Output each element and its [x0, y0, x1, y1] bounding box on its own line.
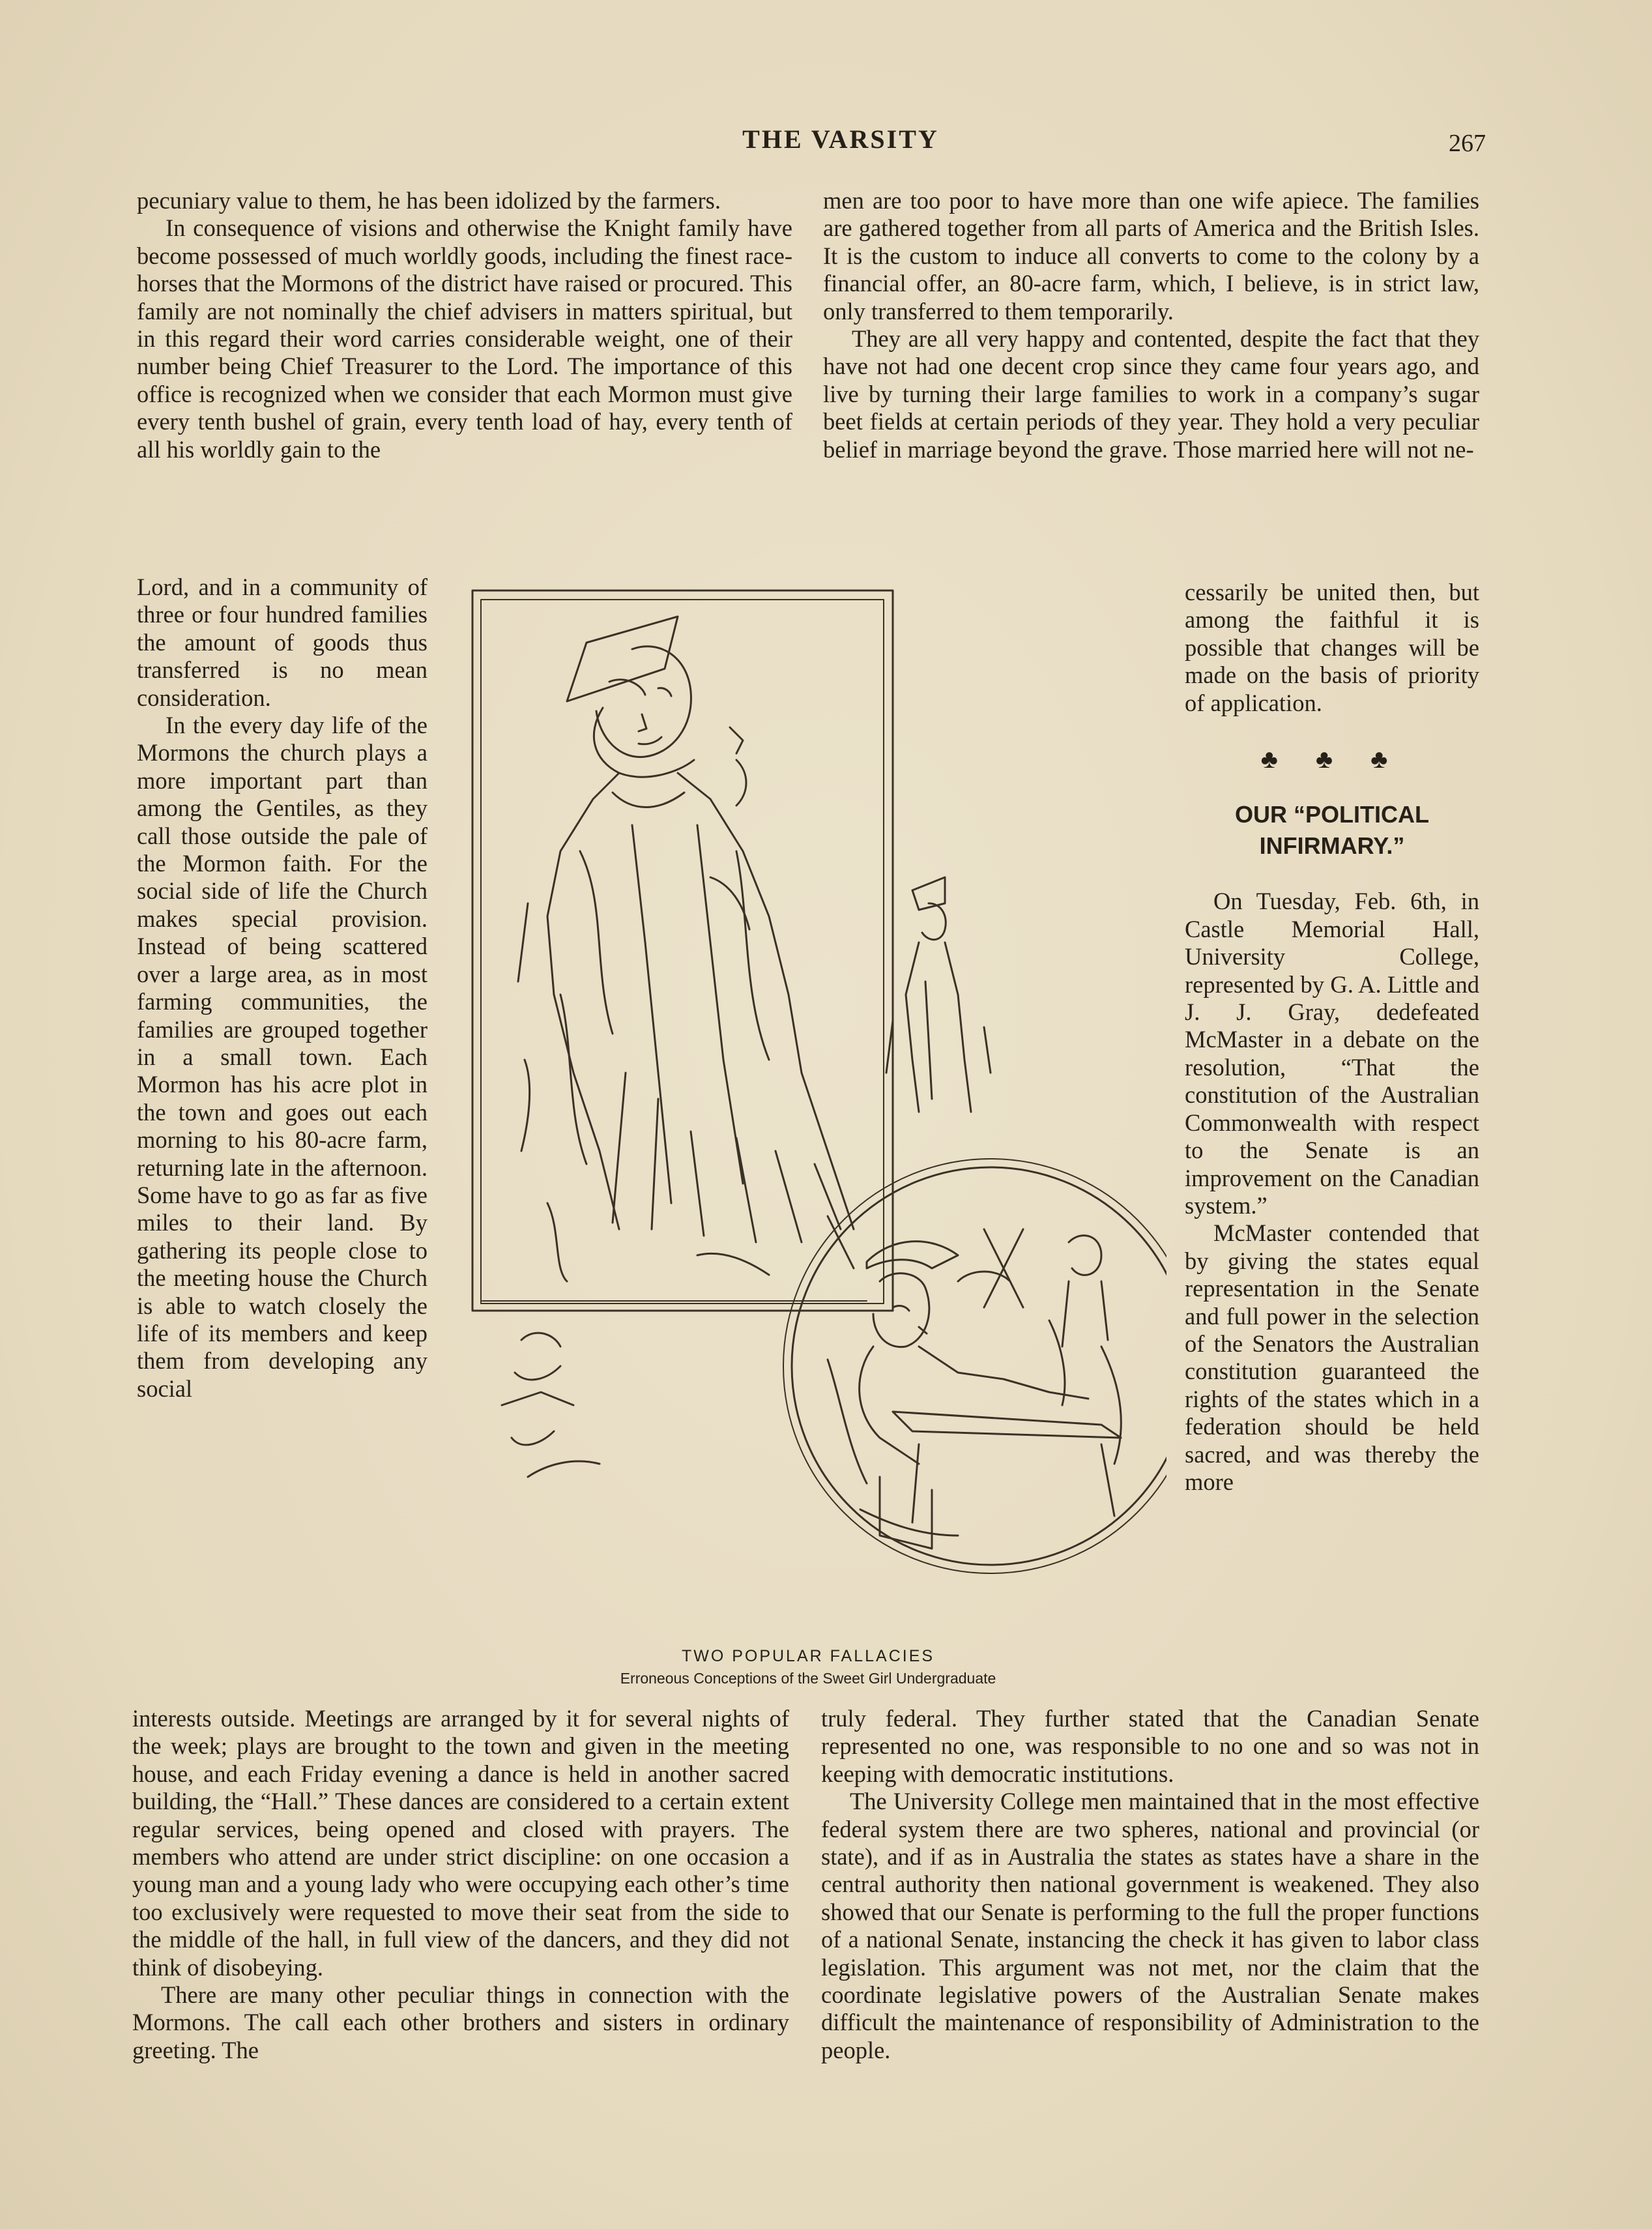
right-column-top [823, 187, 1479, 463]
illustration-caption-subtitle: Erroneous Conceptions of the Sweet Girl Undergraduate [620, 1670, 996, 1687]
round-vignette [783, 1159, 1167, 1573]
left-column-bottom [132, 1705, 789, 2064]
paragraph: men are too poor to have more than one wife apiece. The families are gathered together from all parts of America and the British Isles. It is the custom to induce all converts to come to the colony by a financial offer, an 80-acre farm, which, I believe, is in strict law, only transferred to them temporarily. [823, 187, 1479, 325]
paragraph: They are all very happy and contented, despite the fact that they have not had one decent crop since they came four years ago, and live by turning their large families to work in a company’s sugar beet fields at certain periods of they year. They hold a very peculiar belief in marriage beyond the grave. Those married here will not ne- [823, 325, 1479, 463]
illustration-two-popular-fallacies [463, 577, 1167, 1653]
left-column-top [137, 187, 792, 463]
frame-inner [481, 600, 884, 1304]
left-column-narrow [137, 574, 427, 1403]
gowned-girl-figure [518, 617, 854, 1281]
small-figure-sketch [886, 877, 991, 1112]
page-number: 267 [1449, 130, 1486, 157]
paragraph: cessarily be united then, but among the faithful it is possible that changes will be made on the basis of priority of application. [1185, 579, 1479, 716]
running-title: THE VARSITY [742, 124, 939, 154]
paragraph: pecuniary value to them, he has been idolized by the farmers. [137, 187, 721, 214]
paragraph: On Tuesday, Feb. 6th, in Castle Memorial Hall, University College, represented by G. A. Little and J. J. Gray, dedefeated McMaster in a debate on the resolution, “That the constitution of the Australian Commonwealth with respect to the Senate is an improvement on the Canadian system.” [1185, 888, 1479, 1219]
paragraph: truly federal. They further stated that the Canadian Senate represented no one, was responsible to no one and so was not in keeping with democratic institutions. [821, 1705, 1479, 1787]
paragraph: There are many other peculiar things in connection with the Mormons. The call each other brothers and sisters in ordinary greeting. The [132, 1981, 789, 2063]
club-ornament: ♣ ♣ ♣ [1260, 744, 1404, 774]
right-column-bottom [821, 1705, 1479, 2064]
right-column-narrow [1185, 579, 1479, 1496]
paragraph: The University College men maintained that in the most effective federal system there are two spheres, national and provincial (or state), and if as in Australia the states as states have a share in the central authority then national government is weakened. They also showed that our Senate is performing to the full the proper functions of a national Senate, instancing the check it has given to labor class legislation. This argument was not met, nor the claim that the coordinate legislative powers of the Australian Senate makes difficult the maintenance of responsibility of Administration to the people. [821, 1788, 1479, 2063]
paragraph: In consequence of visions and otherwise the Knight family have become possessed of much worldly goods, including the finest race-horses that the Mormons of the district have raised or procured. This family are not nominally the chief advisers in matters spiritual, but in this regard their word carries considerable weight, one of their number being Chief Treasurer to the Lord. The importance of this office is recognized when we consider that each Mormon must give every tenth bushel of grain, every tenth load of hay, every tenth of all his worldly gain to the [137, 214, 792, 463]
paragraph: McMaster contended that by giving the states equal representation in the Senate and full power in the selection of the Senators the Australian constitution guaranteed the rights of the states which in a federation should be held sacred, and was thereby the more [1185, 1219, 1479, 1495]
paragraph: interests outside. Meetings are arranged by it for several nights of the week; plays are brought to the town and given in the meeting house, and each Friday evening a dance is held in another sacred building, the “Hall.” These dances are considered to a certain extent regular services, being opened and closed with prayers. The members who attend are under strict discipline: on one occasion a young man and a young lady who were occupying each other’s time too exclusively were requested to move their seat from the side to the middle of the hall, in full view of the dancers, and they did not think of disobeying. [132, 1705, 789, 1981]
illustration-caption-title: TWO POPULAR FALLACIES [681, 1647, 935, 1665]
paragraph: In the every day life of the Mormons the church plays a more important part than among the Gentiles, as they call those outside the pale of the Mormon faith. For the social side of life the Church makes special provision. Instead of being scattered over a large area, as in most farming communities, the families are grouped together in a small town. Each Mormon has his acre plot in the town and goes out each morning to his 80-acre farm, returning late in the afternoon. Some have to go as far as five miles to their land. By gathering its people close to the meeting house the Church is able to watch closely the life of its members and keep them from developing any social [137, 712, 427, 1402]
paragraph: Lord, and in a community of three or four hundred families the amount of goods thus transferred is no mean consideration. [137, 574, 427, 711]
article-headline: OUR “POLITICAL INFIRMARY.” [1235, 801, 1429, 860]
margin-sketches [482, 1301, 867, 1477]
